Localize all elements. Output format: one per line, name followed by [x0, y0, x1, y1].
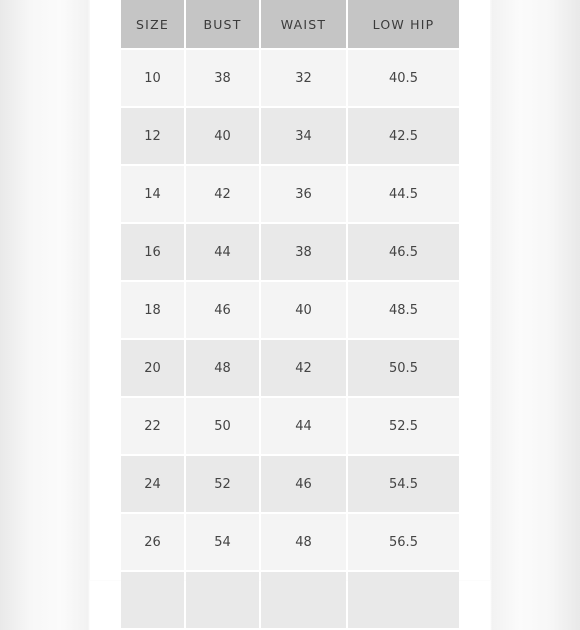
- cell-size: 22: [121, 398, 184, 454]
- cell-low-hip: 46.5: [348, 224, 459, 280]
- table-row-partial: [121, 572, 459, 628]
- cell-waist: 32: [261, 50, 346, 106]
- cell-low-hip: 52.5: [348, 398, 459, 454]
- table-row: [121, 108, 459, 164]
- cell-waist: 46: [261, 456, 346, 512]
- cell-low-hip: [348, 572, 459, 628]
- cell-waist: 40: [261, 282, 346, 338]
- cell-waist: 34: [261, 108, 346, 164]
- table-row: [121, 340, 459, 396]
- cell-size: 16: [121, 224, 184, 280]
- cell-waist: 48: [261, 514, 346, 570]
- cell-size: [121, 572, 184, 628]
- header-size: SIZE: [121, 0, 184, 48]
- cell-size: 12: [121, 108, 184, 164]
- cell-bust: 48: [186, 340, 259, 396]
- table-row: [121, 166, 459, 222]
- cell-low-hip: 50.5: [348, 340, 459, 396]
- cell-bust: 38: [186, 50, 259, 106]
- size-chart-table: [119, 0, 461, 630]
- cell-bust: [186, 572, 259, 628]
- cell-bust: 50: [186, 398, 259, 454]
- cell-waist: 36: [261, 166, 346, 222]
- table-row: [121, 224, 459, 280]
- table-row: [121, 50, 459, 106]
- cell-low-hip: 42.5: [348, 108, 459, 164]
- table-header-row: [121, 0, 459, 48]
- cell-waist: 38: [261, 224, 346, 280]
- cell-waist: 44: [261, 398, 346, 454]
- cell-size: 26: [121, 514, 184, 570]
- cell-bust: 46: [186, 282, 259, 338]
- table-row: [121, 456, 459, 512]
- cell-bust: 40: [186, 108, 259, 164]
- header-bust: BUST: [186, 0, 259, 48]
- header-waist: WAIST: [261, 0, 346, 48]
- table-row: [121, 514, 459, 570]
- cell-size: 20: [121, 340, 184, 396]
- cell-bust: 44: [186, 224, 259, 280]
- cell-bust: 52: [186, 456, 259, 512]
- cell-low-hip: 40.5: [348, 50, 459, 106]
- cell-low-hip: 44.5: [348, 166, 459, 222]
- table-row: [121, 282, 459, 338]
- header-low-hip: LOW HIP: [348, 0, 459, 48]
- cell-size: 24: [121, 456, 184, 512]
- cell-size: 10: [121, 50, 184, 106]
- cell-bust: 42: [186, 166, 259, 222]
- cell-size: 18: [121, 282, 184, 338]
- table-row: [121, 398, 459, 454]
- cell-waist: [261, 572, 346, 628]
- cell-waist: 42: [261, 340, 346, 396]
- cell-low-hip: 48.5: [348, 282, 459, 338]
- cell-low-hip: 54.5: [348, 456, 459, 512]
- cell-size: 14: [121, 166, 184, 222]
- cell-bust: 54: [186, 514, 259, 570]
- cell-low-hip: 56.5: [348, 514, 459, 570]
